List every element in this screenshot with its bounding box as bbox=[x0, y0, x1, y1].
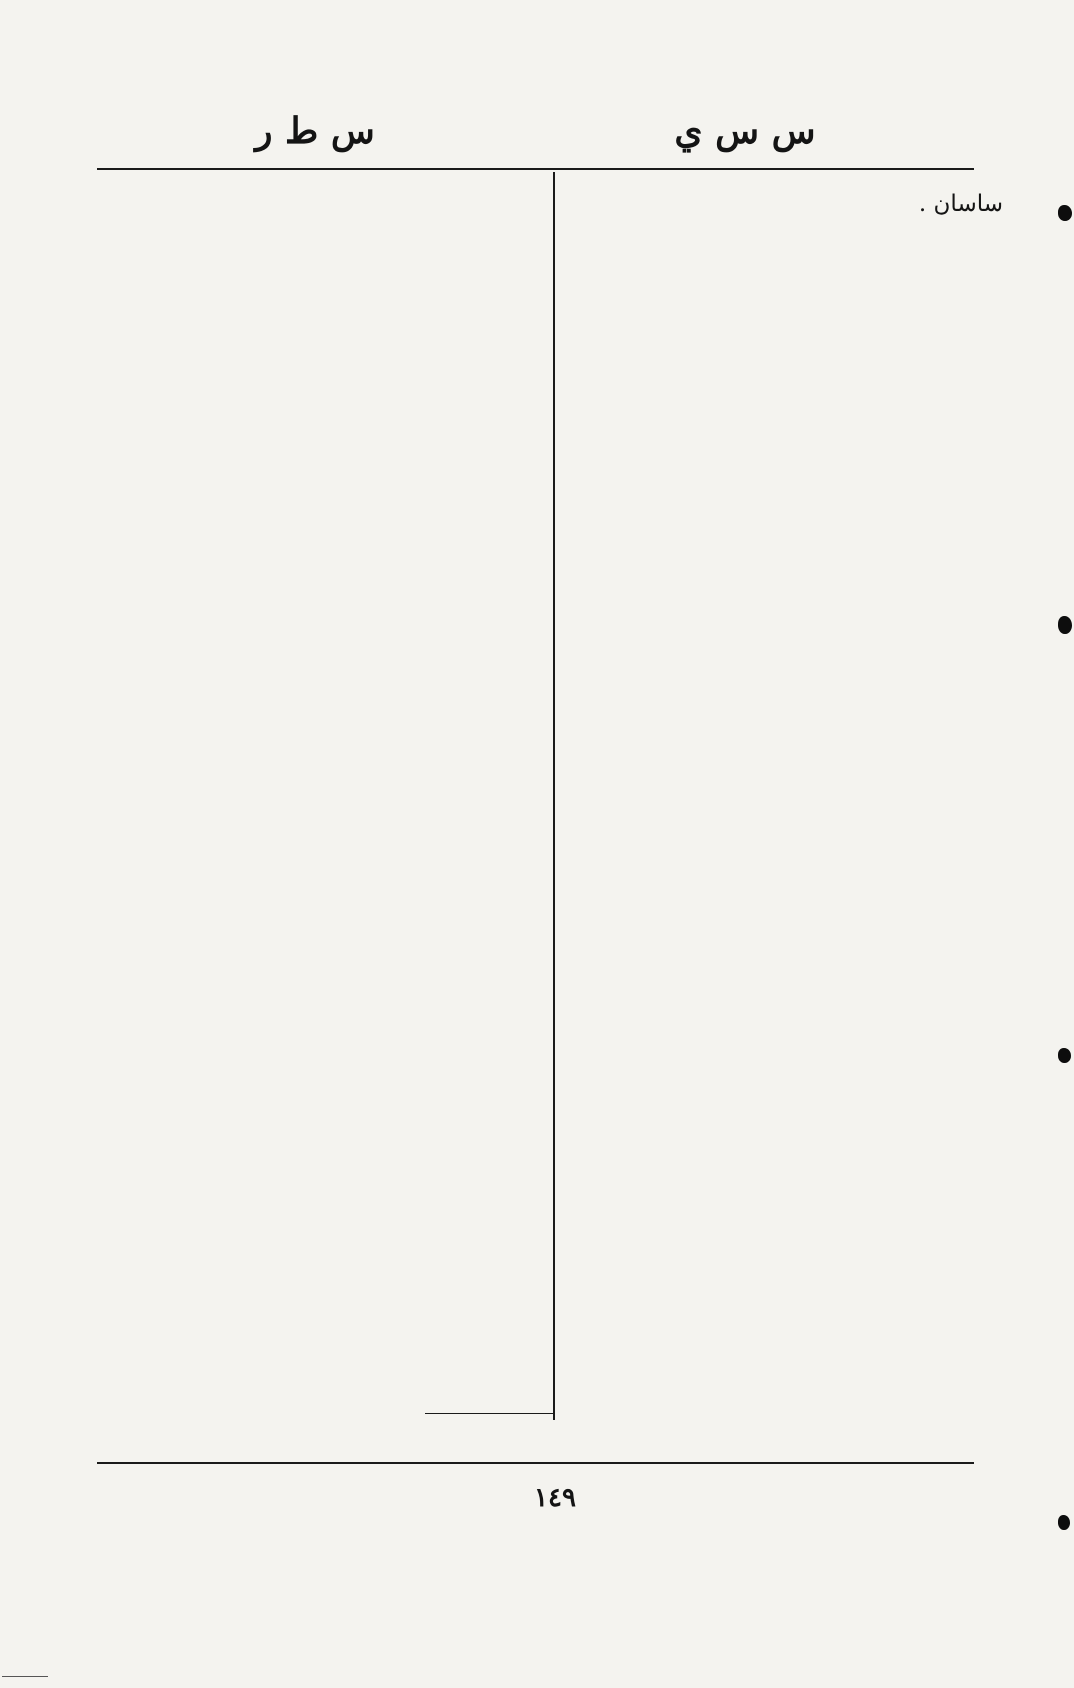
entry-line bbox=[555, 329, 1003, 379]
entry-line bbox=[98, 542, 548, 592]
page-number: ١٤٩ bbox=[534, 1483, 576, 1513]
entry-line bbox=[98, 492, 548, 542]
entry-line bbox=[555, 824, 1003, 874]
entry-line bbox=[98, 1383, 548, 1433]
left-column bbox=[98, 195, 548, 1433]
header-rule bbox=[97, 168, 974, 170]
entry-line bbox=[555, 1517, 1003, 1567]
entry-line bbox=[98, 1037, 548, 1087]
entry-line bbox=[98, 195, 548, 245]
entry-line bbox=[98, 690, 548, 740]
entry-line bbox=[555, 725, 1003, 775]
entry-line bbox=[555, 626, 1003, 676]
entry-line bbox=[98, 789, 548, 839]
entry-line bbox=[555, 1220, 1003, 1270]
entry-line bbox=[555, 1022, 1003, 1072]
entry-line bbox=[98, 393, 548, 443]
right-column bbox=[555, 180, 1003, 1616]
entry-line bbox=[98, 443, 548, 493]
entry-line bbox=[98, 740, 548, 790]
entry-line bbox=[555, 378, 1003, 428]
margin-mark bbox=[2, 1676, 48, 1677]
entry-line bbox=[555, 477, 1003, 527]
entry-line bbox=[98, 641, 548, 691]
entry-line bbox=[555, 576, 1003, 626]
entry-line bbox=[98, 987, 548, 1037]
entry-line bbox=[98, 1136, 548, 1186]
entry-line bbox=[98, 938, 548, 988]
entry-line bbox=[98, 888, 548, 938]
running-header-left: س ط ر bbox=[255, 110, 375, 152]
entry-line bbox=[98, 1086, 548, 1136]
entry-line bbox=[555, 1418, 1003, 1468]
entry-line bbox=[555, 1170, 1003, 1220]
margin-ink-spot bbox=[1058, 205, 1072, 221]
entry-line bbox=[98, 245, 548, 295]
entry-line bbox=[98, 344, 548, 394]
entry-line bbox=[555, 923, 1003, 973]
entry-line bbox=[98, 591, 548, 641]
entry-line bbox=[555, 1368, 1003, 1418]
margin-ink-spot bbox=[1058, 616, 1072, 634]
entry-line bbox=[98, 1235, 548, 1285]
entry-line bbox=[555, 675, 1003, 725]
entry-line bbox=[555, 230, 1003, 280]
entry-line: ساسان . bbox=[918, 191, 1003, 217]
entry-line bbox=[555, 1121, 1003, 1171]
entry-line bbox=[555, 1467, 1003, 1517]
margin-ink-spot bbox=[1058, 1515, 1070, 1530]
entry-line bbox=[555, 1319, 1003, 1369]
entry-line bbox=[98, 1334, 548, 1384]
entry-line bbox=[555, 1566, 1003, 1616]
entry-line bbox=[555, 774, 1003, 824]
running-header-right: س س ي bbox=[674, 110, 816, 152]
entry-line bbox=[555, 527, 1003, 577]
entry-line bbox=[555, 873, 1003, 923]
entry-line bbox=[98, 1185, 548, 1235]
margin-ink-spot bbox=[1058, 1048, 1071, 1063]
entry-line bbox=[555, 1269, 1003, 1319]
entry-line bbox=[98, 294, 548, 344]
entry-line bbox=[98, 1284, 548, 1334]
entry-line bbox=[555, 1071, 1003, 1121]
entry-line bbox=[555, 972, 1003, 1022]
entry-line bbox=[555, 428, 1003, 478]
entry-line bbox=[555, 279, 1003, 329]
entry-line bbox=[98, 839, 548, 889]
